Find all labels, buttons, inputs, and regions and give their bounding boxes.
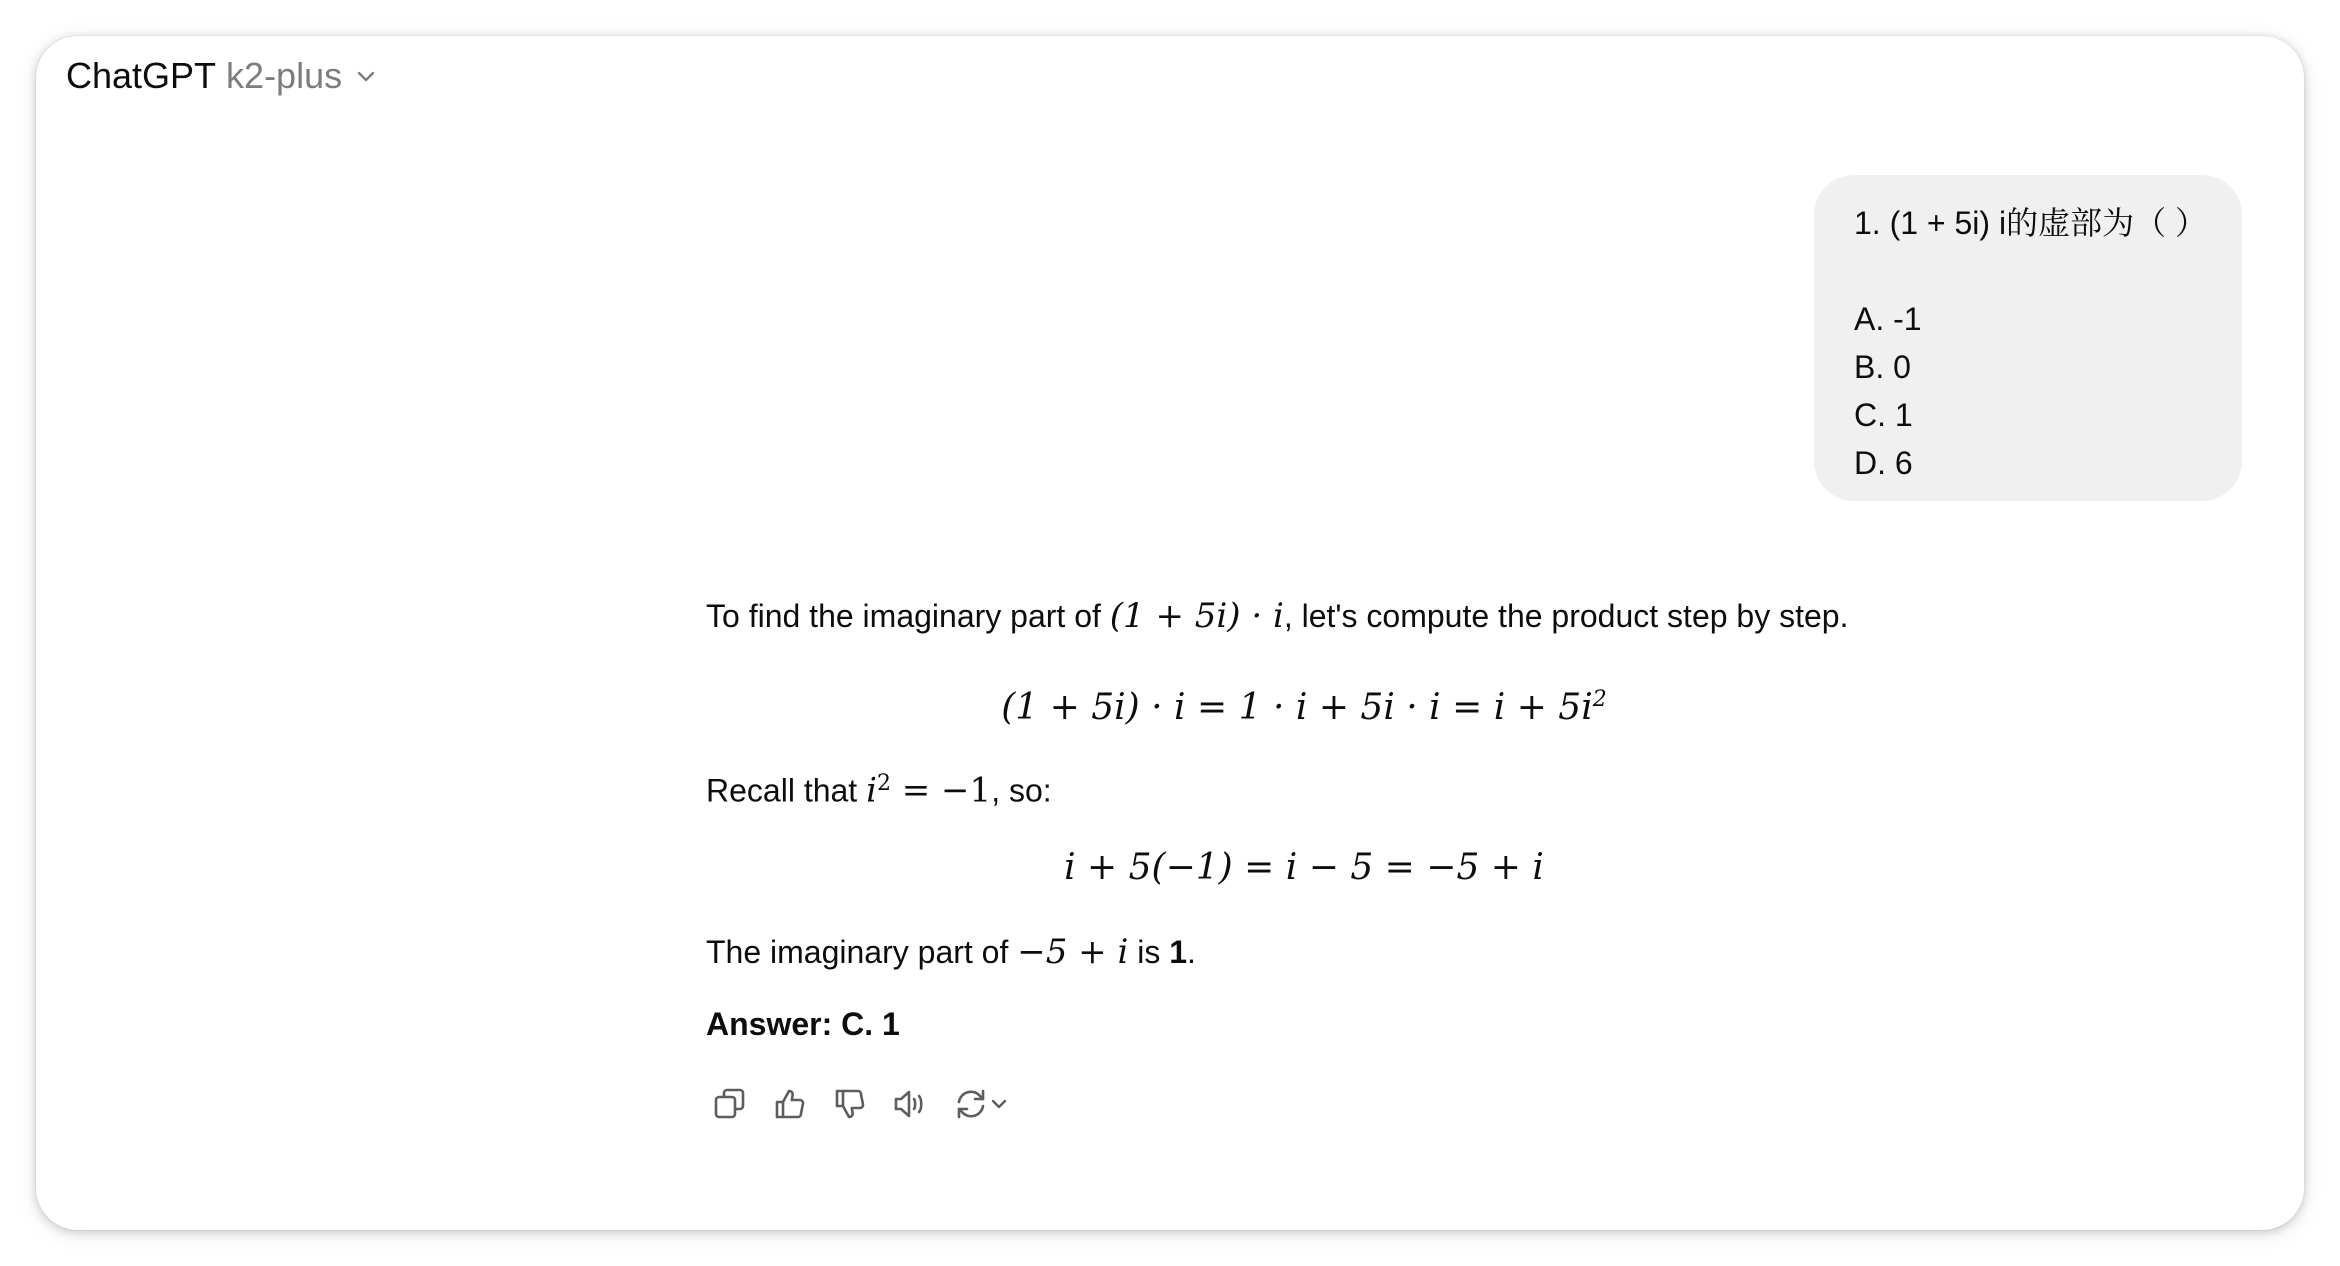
copy-button[interactable] <box>706 1080 754 1128</box>
option-b: B. 0 <box>1854 349 1911 385</box>
response-paragraph-2: Recall that $i^2 = -1$, so: <box>706 770 1052 811</box>
response-paragraph-3: The imaginary part of −5 + i is 1. <box>706 932 1196 972</box>
thumbs-up-icon <box>773 1087 807 1121</box>
read-aloud-icon <box>892 1087 928 1121</box>
good-response-button[interactable] <box>766 1080 814 1128</box>
final-answer: Answer: C. 1 <box>706 1006 900 1042</box>
user-message-bubble <box>1814 175 2242 501</box>
chevron-down-icon <box>354 64 378 88</box>
message-actions <box>706 1080 1030 1128</box>
display-equation-1: $(1 + 5i) \cdot i = 1 \cdot i + 5i \cdot i = i + 5i^2$ <box>1001 687 1607 728</box>
regenerate-icon <box>954 1087 988 1121</box>
display-equation-2: i + 5(−1) = i − 5 = −5 + i <box>1064 847 1544 888</box>
option-d: D. 6 <box>1854 445 1913 481</box>
model-name: k2-plus <box>226 55 343 96</box>
copy-icon <box>713 1087 747 1121</box>
user-question: 1. (1 + 5i) i的虚部为（ ） <box>1854 205 2207 241</box>
response-paragraph-1: To find the imaginary part of (1 + 5i) · i, let's compute the product step by step. <box>706 596 1849 636</box>
app-name: ChatGPT <box>66 55 217 96</box>
option-c: C. 1 <box>1854 397 1913 433</box>
model-selector[interactable] <box>54 46 390 106</box>
regenerate-button[interactable] <box>946 1080 1018 1128</box>
chevron-down-icon <box>988 1093 1010 1115</box>
option-a: A. -1 <box>1854 301 1922 337</box>
thumbs-down-icon <box>833 1087 867 1121</box>
inline-math: (1 + 5i) · i <box>1109 596 1284 636</box>
read-aloud-button[interactable] <box>886 1080 934 1128</box>
chat-window <box>36 36 2304 1230</box>
bad-response-button[interactable] <box>826 1080 874 1128</box>
